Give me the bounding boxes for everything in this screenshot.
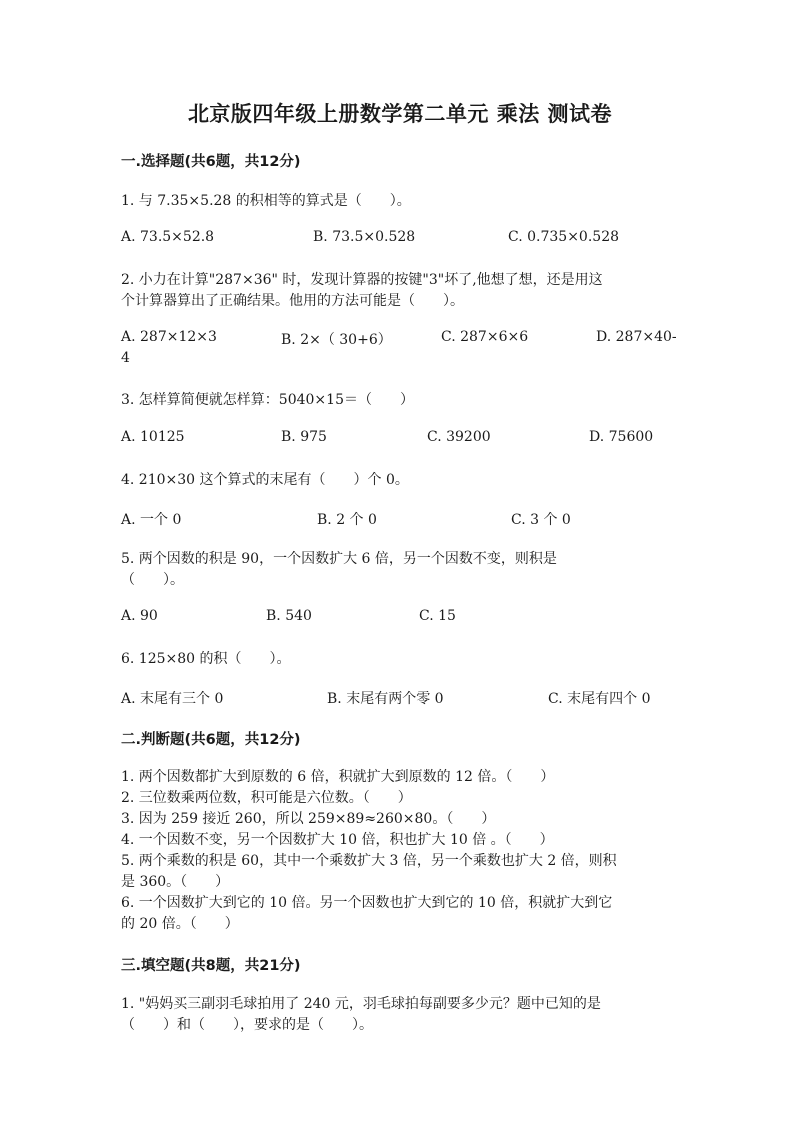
option-d-overflow: 4 <box>121 350 130 366</box>
option-d: D. 287×40- <box>596 329 677 345</box>
option-a: A. 287×12×3 <box>121 329 217 345</box>
question-text: 4. 210×30 这个算式的末尾有（ ）个 0。 <box>121 472 409 488</box>
option-b: B. 2 个 0 <box>317 512 377 528</box>
option-c: C. 287×6×6 <box>441 329 529 345</box>
option-b: B. 末尾有两个零 0 <box>327 691 444 707</box>
page-title: 北京版四年级上册数学第二单元 乘法 测试卷 <box>187 102 613 126</box>
option-a: A. 末尾有三个 0 <box>121 691 224 707</box>
option-c: C. 3 个 0 <box>511 512 571 528</box>
question-text: 5. 两个因数的积是 90，一个因数扩大 6 倍，另一个因数不变，则积是 <box>121 551 557 567</box>
statement-line: 的 20 倍。（ ） <box>121 916 239 932</box>
statement-line: 3. 因为 259 接近 260，所以 259×89≈260×80。（ ） <box>121 811 496 827</box>
statement-line: 是 360。（ ） <box>121 874 230 890</box>
option-a: A. 10125 <box>121 429 185 445</box>
question-text: （ ）和（ ），要求的是（ ）。 <box>121 1017 373 1033</box>
option-a: A. 一个 0 <box>121 512 182 528</box>
statement-line: 5. 两个乘数的积是 60，其中一个乘数扩大 3 倍，另一个乘数也扩大 2 倍，则积 <box>121 853 617 869</box>
question-text: 3. 怎样算简便就怎样算：5040×15＝（ ） <box>121 392 414 408</box>
question-text: （ ）。 <box>121 572 184 588</box>
statement-line: 1. 两个因数都扩大到原数的 6 倍，积就扩大到原数的 12 倍。（ ） <box>121 769 555 785</box>
question-text: 1. "妈妈买三副羽毛球拍用了 240 元，羽毛球拍每副要多少元？题中已知的是 <box>121 996 601 1012</box>
question-text: 6. 125×80 的积（ ）。 <box>121 651 291 667</box>
question-text: 2. 小力在计算"287×36" 时，发现计算器的按键"3"坏了,他想了想，还是用这 <box>121 272 603 288</box>
question-text: 1. 与 7.35×5.28 的积相等的算式是（ ）。 <box>121 193 411 209</box>
option-a: A. 73.5×52.8 <box>121 229 215 245</box>
option-c: C. 39200 <box>427 429 491 445</box>
option-d: D. 75600 <box>589 429 654 445</box>
option-a: A. 90 <box>121 608 158 624</box>
option-b: B. 73.5×0.528 <box>313 229 416 245</box>
option-b: B. 2×（ 30+6） <box>281 332 392 348</box>
option-c: C. 末尾有四个 0 <box>548 691 651 707</box>
option-b: B. 540 <box>266 608 312 624</box>
section-heading-judgement: 二.判断题(共6题，共12分) <box>121 732 301 748</box>
question-text: 个计算器算出了正确结果。他用的方法可能是（ ）。 <box>121 293 464 309</box>
option-b: B. 975 <box>281 429 327 445</box>
section-heading-fill: 三.填空题(共8题，共21分) <box>121 958 301 974</box>
statement-line: 6. 一个因数扩大到它的 10 倍。另一个因数也扩大到它的 10 倍，积就扩大到它 <box>121 895 613 911</box>
section-heading-choice: 一.选择题(共6题，共12分) <box>121 154 301 170</box>
option-c: C. 15 <box>419 608 456 624</box>
option-c: C. 0.735×0.528 <box>508 229 620 245</box>
statement-line: 4. 一个因数不变，另一个因数扩大 10 倍，积也扩大 10 倍 。（ ） <box>121 832 554 848</box>
statement-line: 2. 三位数乘两位数，积可能是六位数。（ ） <box>121 790 412 806</box>
